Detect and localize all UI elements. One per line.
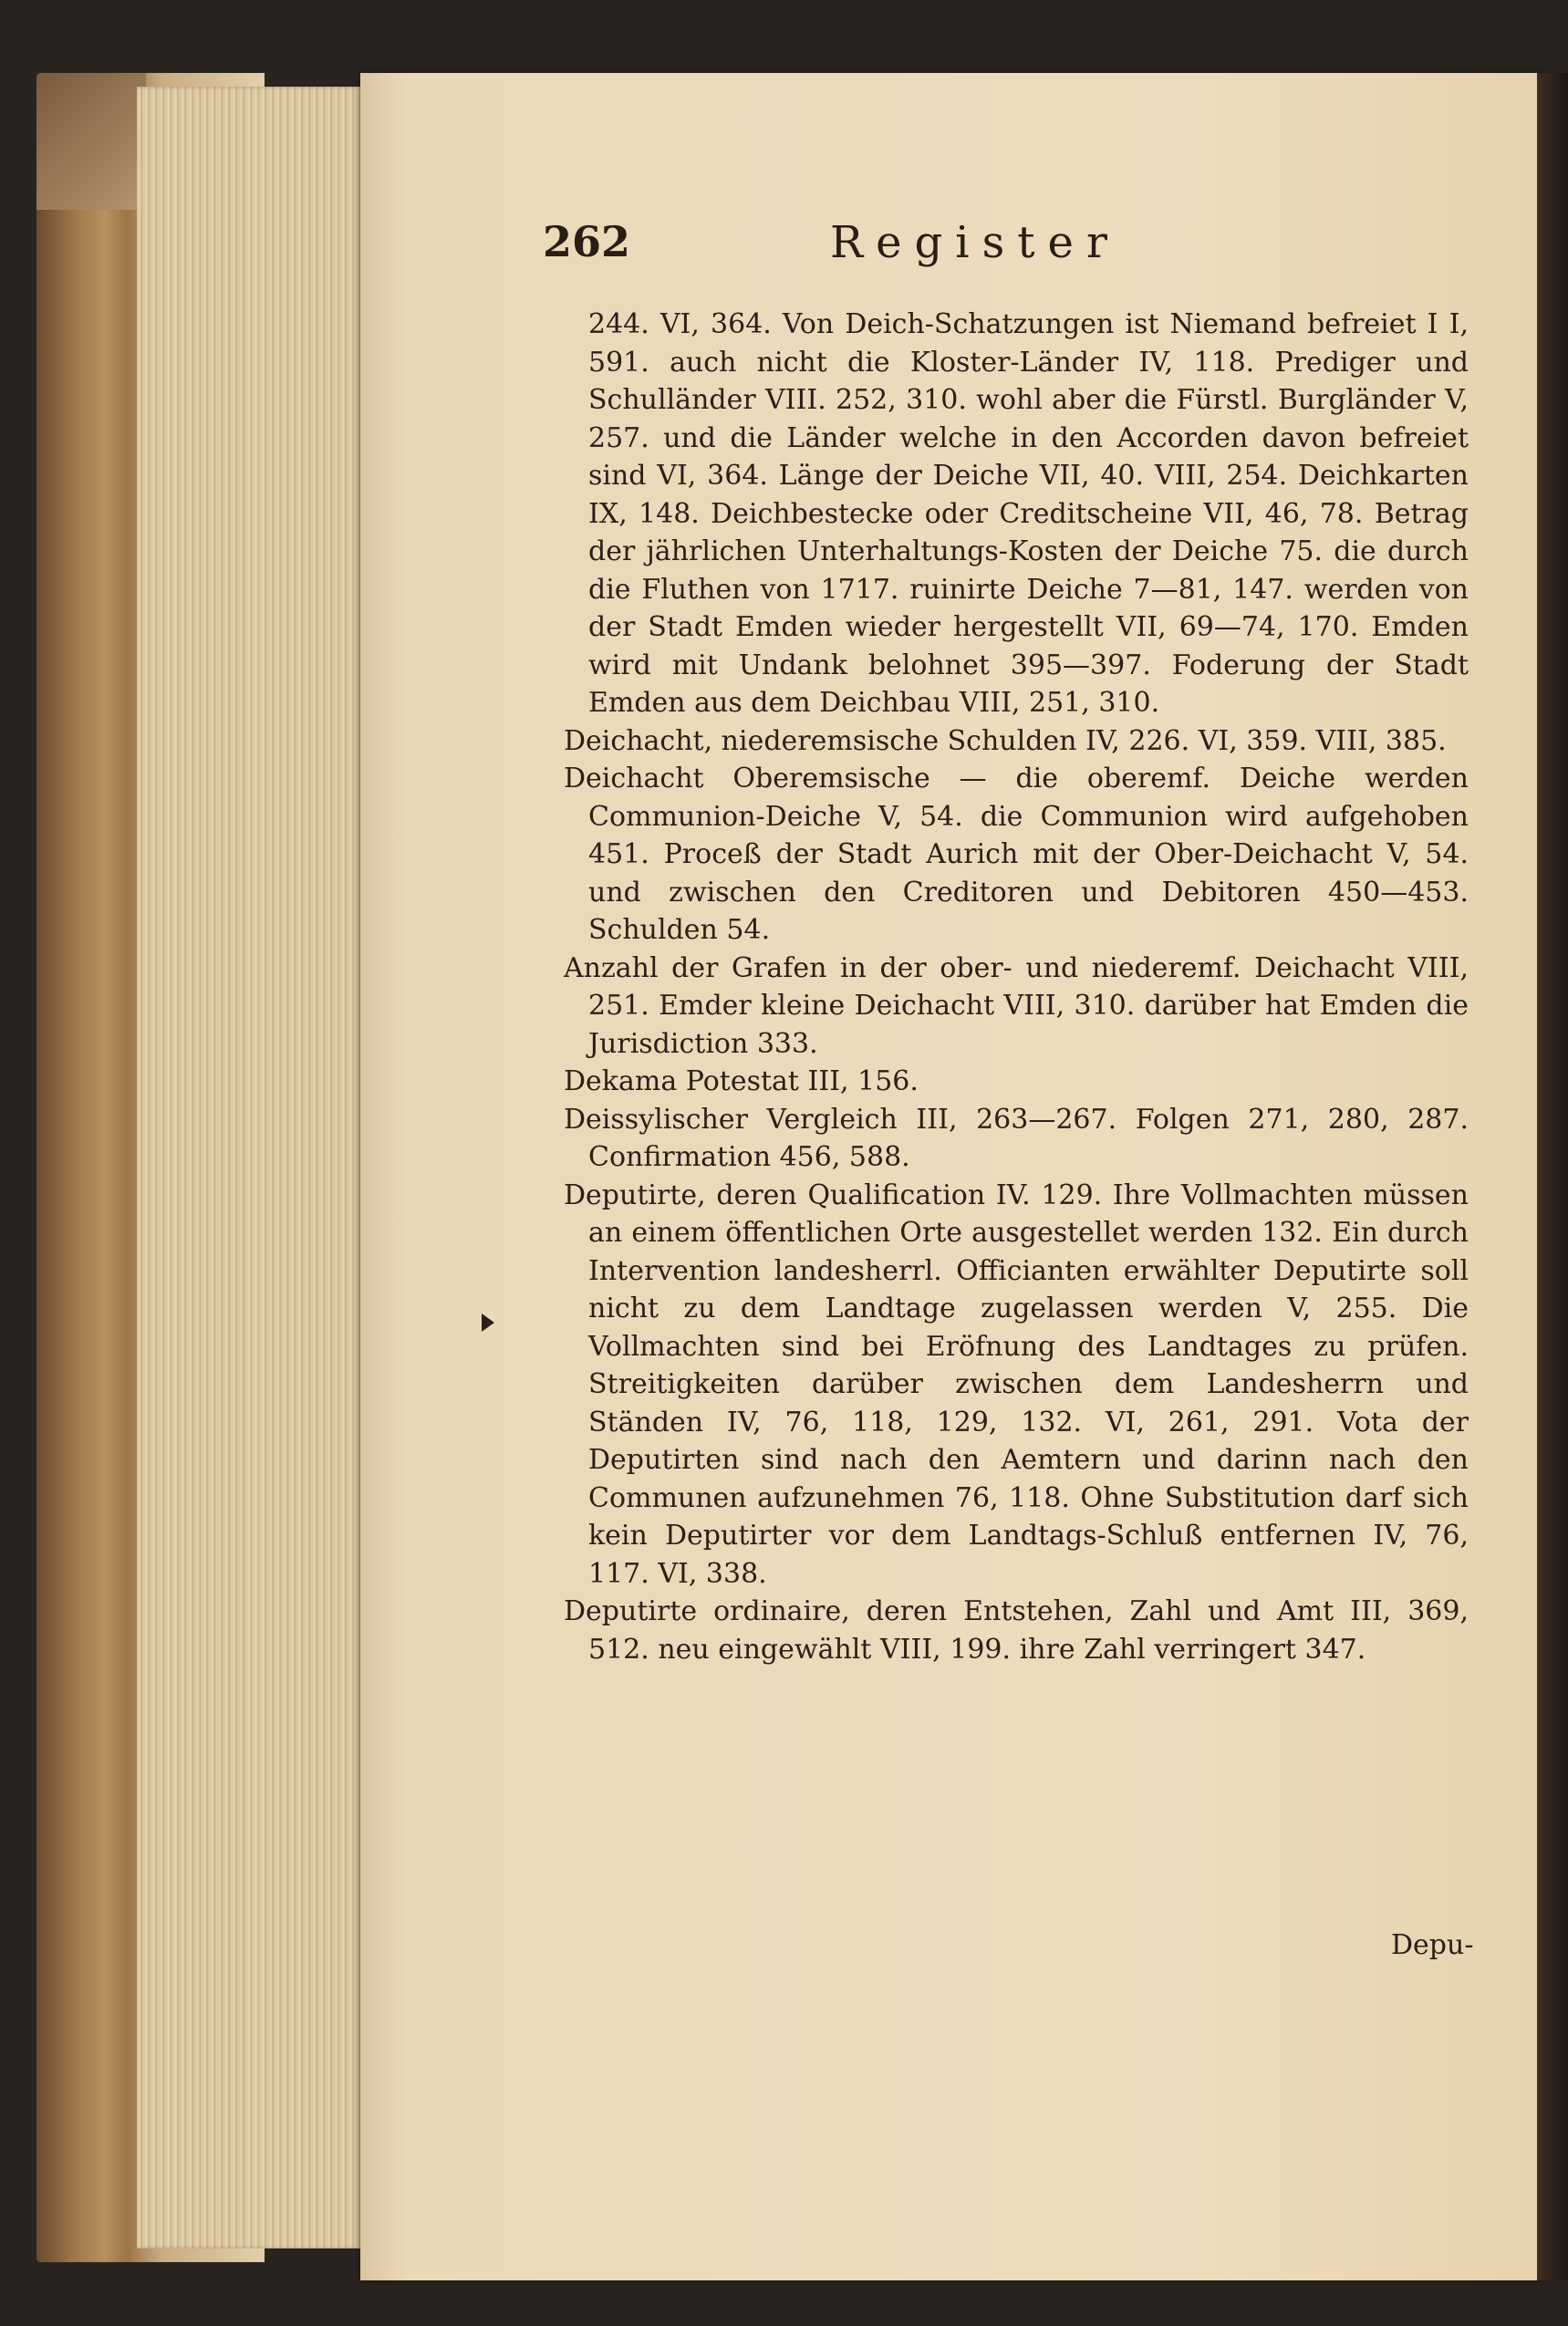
page-number: 262 [543,217,631,266]
register-entries [564,306,1469,1668]
register-entry: Deissylischer Vergleich III, 263—267. Folgen 271, 280, 287. Confirmation 456, 588. [564,1103,1469,1173]
register-entry: Anzahl der Grafen in der ober- und niederemf. Deichacht VIII, 251. Emder kleine Deichacht VIII, 310. darüber hat Emden die Jurisdiction 333. [564,951,1469,1060]
page-header [543,217,1491,281]
right-page-edge [1537,73,1568,2280]
register-entry: Deichacht Oberemsische — die oberemf. Deiche werden Communion-Deiche V, 54. die Communion wird aufgehoben 451. Proceß der Stadt Aurich mit der Ober-Deichacht V, 54. und zwischen den Creditoren und Debitoren 450—453. Schulden 54. [564,763,1469,946]
book-corner [36,73,146,210]
register-entry: Deputirte ordinaire, deren Entstehen, Zahl und Amt III, 369, 512. neu eingewählt VIII, 199. ihre Zahl verringert 347. [564,1595,1469,1666]
register-entry: Deputirte, deren Qualification IV. 129. Ihre Vollmachten müssen an einem öffentlichen Orte ausgestellet werden 132. Ein durch Intervention landesherrl. Officianten erwählter Deputirte soll nicht zu dem Landtage zugelassen werden V, 255. Die Vollmachten sind bei Eröfnung des Landtages zu prüfen. Streitigkeiten darüber zwischen dem Landesherrn und Ständen IV, 76, 118, 129, 132. VI, 261, 291. Vota der Deputirten sind nach den Aemtern und darinn nach den Communen aufzunehmen 76, 118. Ohne Substitution darf sich kein Deputirter vor dem Landtags-Schluß entfernen IV, 76, 117. VI, 338. [564,1179,1469,1590]
register-entry: Deichacht, niederemsische Schulden IV, 226. VI, 359. VIII, 385. [564,724,1447,757]
register-entry: 244. VI, 364. Von Deich-Schatzungen ist Niemand befreiet I I, 591. auch nicht die Kloster-Länder IV, 118. Prediger und Schulländer VIII. 252, 310. wohl aber die Fürstl. Burgländer V, 257. und die Länder welche in den Accorden davon befreiet sind VI, 364. Länge der Deiche VII, 40. VIII, 254. Deichkarten IX, 148. Deichbestecke oder Creditscheine VII, 46, 78. Betrag der jährlichen Unterhaltungs-Kosten der Deiche 75. die durch die Fluthen von 1717. ruinirte Deiche 7—81, 147. werden von der Stadt Emden wieder hergestellt VII, 69—74, 170. Emden wird mit Undank belohnet 395—397. Foderung der Stadt Emden aus dem Deichbau VIII, 251, 310. [588,308,1469,719]
page-edges [137,87,360,2248]
register-entry: Dekama Potestat III, 156. [564,1065,919,1097]
marginal-arrow-icon [482,1314,494,1332]
catchword: Depu- [1391,1929,1474,1961]
running-title: Register [830,217,1120,268]
